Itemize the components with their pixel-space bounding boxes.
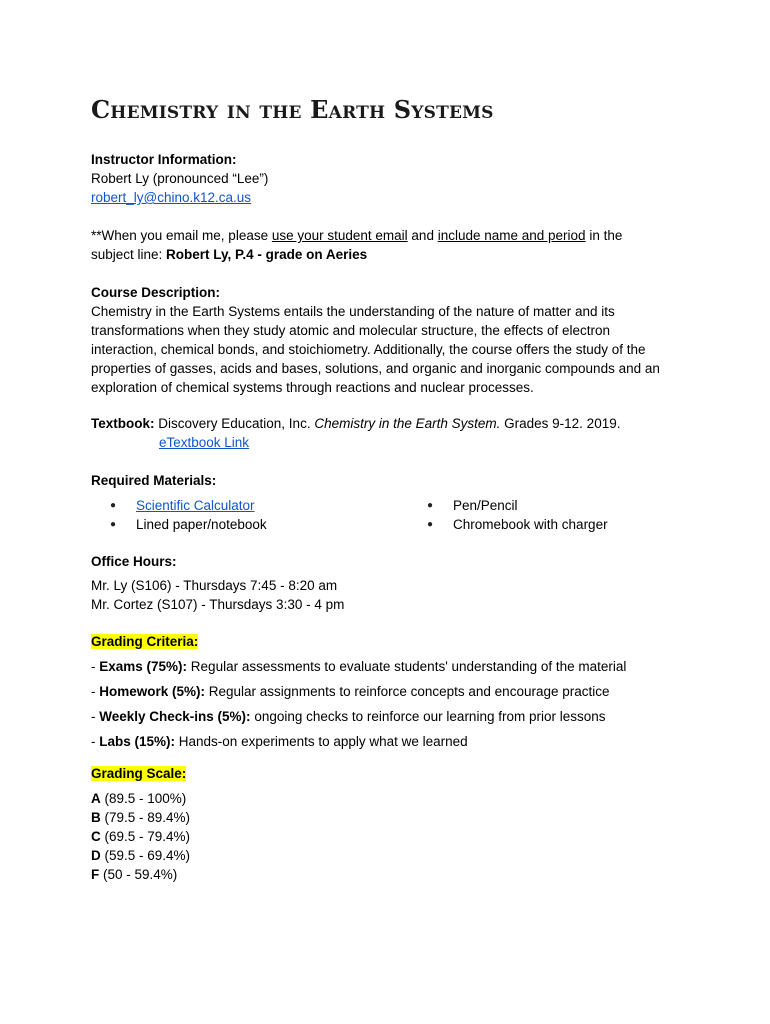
- email-note-subject-prefix: subject line:: [91, 247, 167, 262]
- scientific-calculator-link[interactable]: Scientific Calculator: [136, 498, 255, 513]
- scale-item: [91, 865, 691, 884]
- email-note-prefix: **When you email me, please: [91, 228, 272, 243]
- course-description-section: [91, 283, 691, 397]
- scale-range: (50 - 59.4%): [99, 867, 178, 882]
- materials-heading-text: Required Materials:: [91, 473, 217, 488]
- scale-range: (69.5 - 79.4%): [100, 829, 191, 844]
- scale-item: [91, 827, 691, 846]
- criteria-item: - Homework (5%): Regular assignments to reinforce concepts and encourage practice: [91, 684, 610, 699]
- email-note-middle: and: [407, 228, 438, 243]
- email-note-suffix: in the: [585, 228, 623, 243]
- criteria-label: Labs (15%):: [99, 734, 176, 749]
- criteria-item: - Exams (75%): Regular assessments to evaluate students' understanding of the material: [91, 659, 627, 674]
- office-hours-section: [91, 552, 691, 614]
- etextbook-link[interactable]: eTextbook Link: [159, 435, 250, 450]
- materials-list-right: [427, 496, 608, 534]
- office-hours-heading: Office Hours:: [91, 554, 177, 569]
- criteria-item: - Labs (15%): Hands-on experiments to apply what we learned: [91, 734, 468, 749]
- scale-grade: B: [91, 810, 101, 825]
- textbook-label: Textbook:: [91, 416, 155, 431]
- criteria-label: Exams (75%):: [99, 659, 188, 674]
- course-description-heading: Course Description:: [91, 285, 221, 300]
- email-note-subject-line: Robert Ly, P.4 - grade on Aeries: [166, 247, 368, 262]
- criteria-label: Weekly Check-ins (5%):: [99, 709, 251, 724]
- material-item: ● Chromebook with charger: [427, 515, 608, 534]
- email-note: [91, 226, 691, 264]
- criteria-text: ongoing checks to reinforce our learning from prior lessons: [250, 709, 606, 724]
- scale-grade: D: [91, 848, 101, 863]
- criteria-text: Hands-on experiments to apply what we learned: [175, 734, 468, 749]
- course-description-line: Chemistry in the Earth Systems entails the understanding of the nature of matter and its: [91, 304, 615, 319]
- material-item[interactable]: [110, 496, 267, 515]
- textbook-publisher: Discovery Education, Inc.: [154, 416, 315, 431]
- criteria-label: Homework (5%):: [99, 684, 206, 699]
- page-title: Chemistry in the Earth Systems: [91, 95, 494, 124]
- course-description-line: exploration of chemical systems through reactions and nuclear processes.: [91, 380, 534, 395]
- course-description-line: transformations when they study atomic and molecular structure, the effects of electron: [91, 323, 611, 338]
- criteria-item: - Weekly Check-ins (5%): ongoing checks to reinforce our learning from prior lessons: [91, 709, 606, 724]
- scale-item: [91, 846, 691, 865]
- instructor-section: [91, 150, 691, 207]
- scale-range: (89.5 - 100%): [100, 791, 187, 806]
- scale-item: [91, 808, 691, 827]
- instructor-name: Robert Ly (pronounced “Lee”): [91, 171, 269, 186]
- scale-grade: F: [91, 867, 100, 882]
- email-note-underline-student-email: use your student email: [271, 228, 408, 243]
- materials-list-left: [110, 496, 267, 534]
- grading-criteria-heading: Grading Criteria:: [91, 634, 199, 649]
- instructor-email-link[interactable]: robert_ly@chino.k12.ca.us: [91, 190, 252, 205]
- scale-grade: C: [91, 829, 101, 844]
- textbook-title: Chemistry in the Earth System.: [314, 416, 501, 431]
- material-item: ● Pen/Pencil: [427, 496, 608, 515]
- criteria-text: Regular assessments to evaluate students' understanding of the material: [187, 659, 627, 674]
- office-hours-line: Mr. Ly (S106) - Thursdays 7:45 - 8:20 am: [91, 578, 338, 593]
- material-item: ● Lined paper/notebook: [110, 515, 267, 534]
- textbook-section: [91, 414, 691, 433]
- course-description-line: properties of gasses, acids and bases, solutions, and organic and inorganic compounds and an: [91, 361, 660, 376]
- office-hours-line: Mr. Cortez (S107) - Thursdays 3:30 - 4 pm: [91, 597, 345, 612]
- textbook-details: Grades 9-12. 2019.: [500, 416, 621, 431]
- scale-item: [91, 789, 691, 808]
- instructor-heading: Instructor Information:: [91, 152, 237, 167]
- scale-range: (59.5 - 69.4%): [100, 848, 191, 863]
- course-description-line: interaction, chemical bonds, and stoichiometry. Additionally, the course offers the study of the: [91, 342, 646, 357]
- scale-range: (79.5 - 89.4%): [100, 810, 191, 825]
- criteria-text: Regular assignments to reinforce concepts and encourage practice: [205, 684, 610, 699]
- materials-heading: [91, 471, 691, 490]
- scale-grade: A: [91, 791, 101, 806]
- grading-criteria-section: [91, 632, 691, 757]
- grading-scale-heading: Grading Scale:: [91, 766, 187, 781]
- email-note-underline-name-period: include name and period: [437, 228, 586, 243]
- grading-scale-section: [91, 764, 691, 884]
